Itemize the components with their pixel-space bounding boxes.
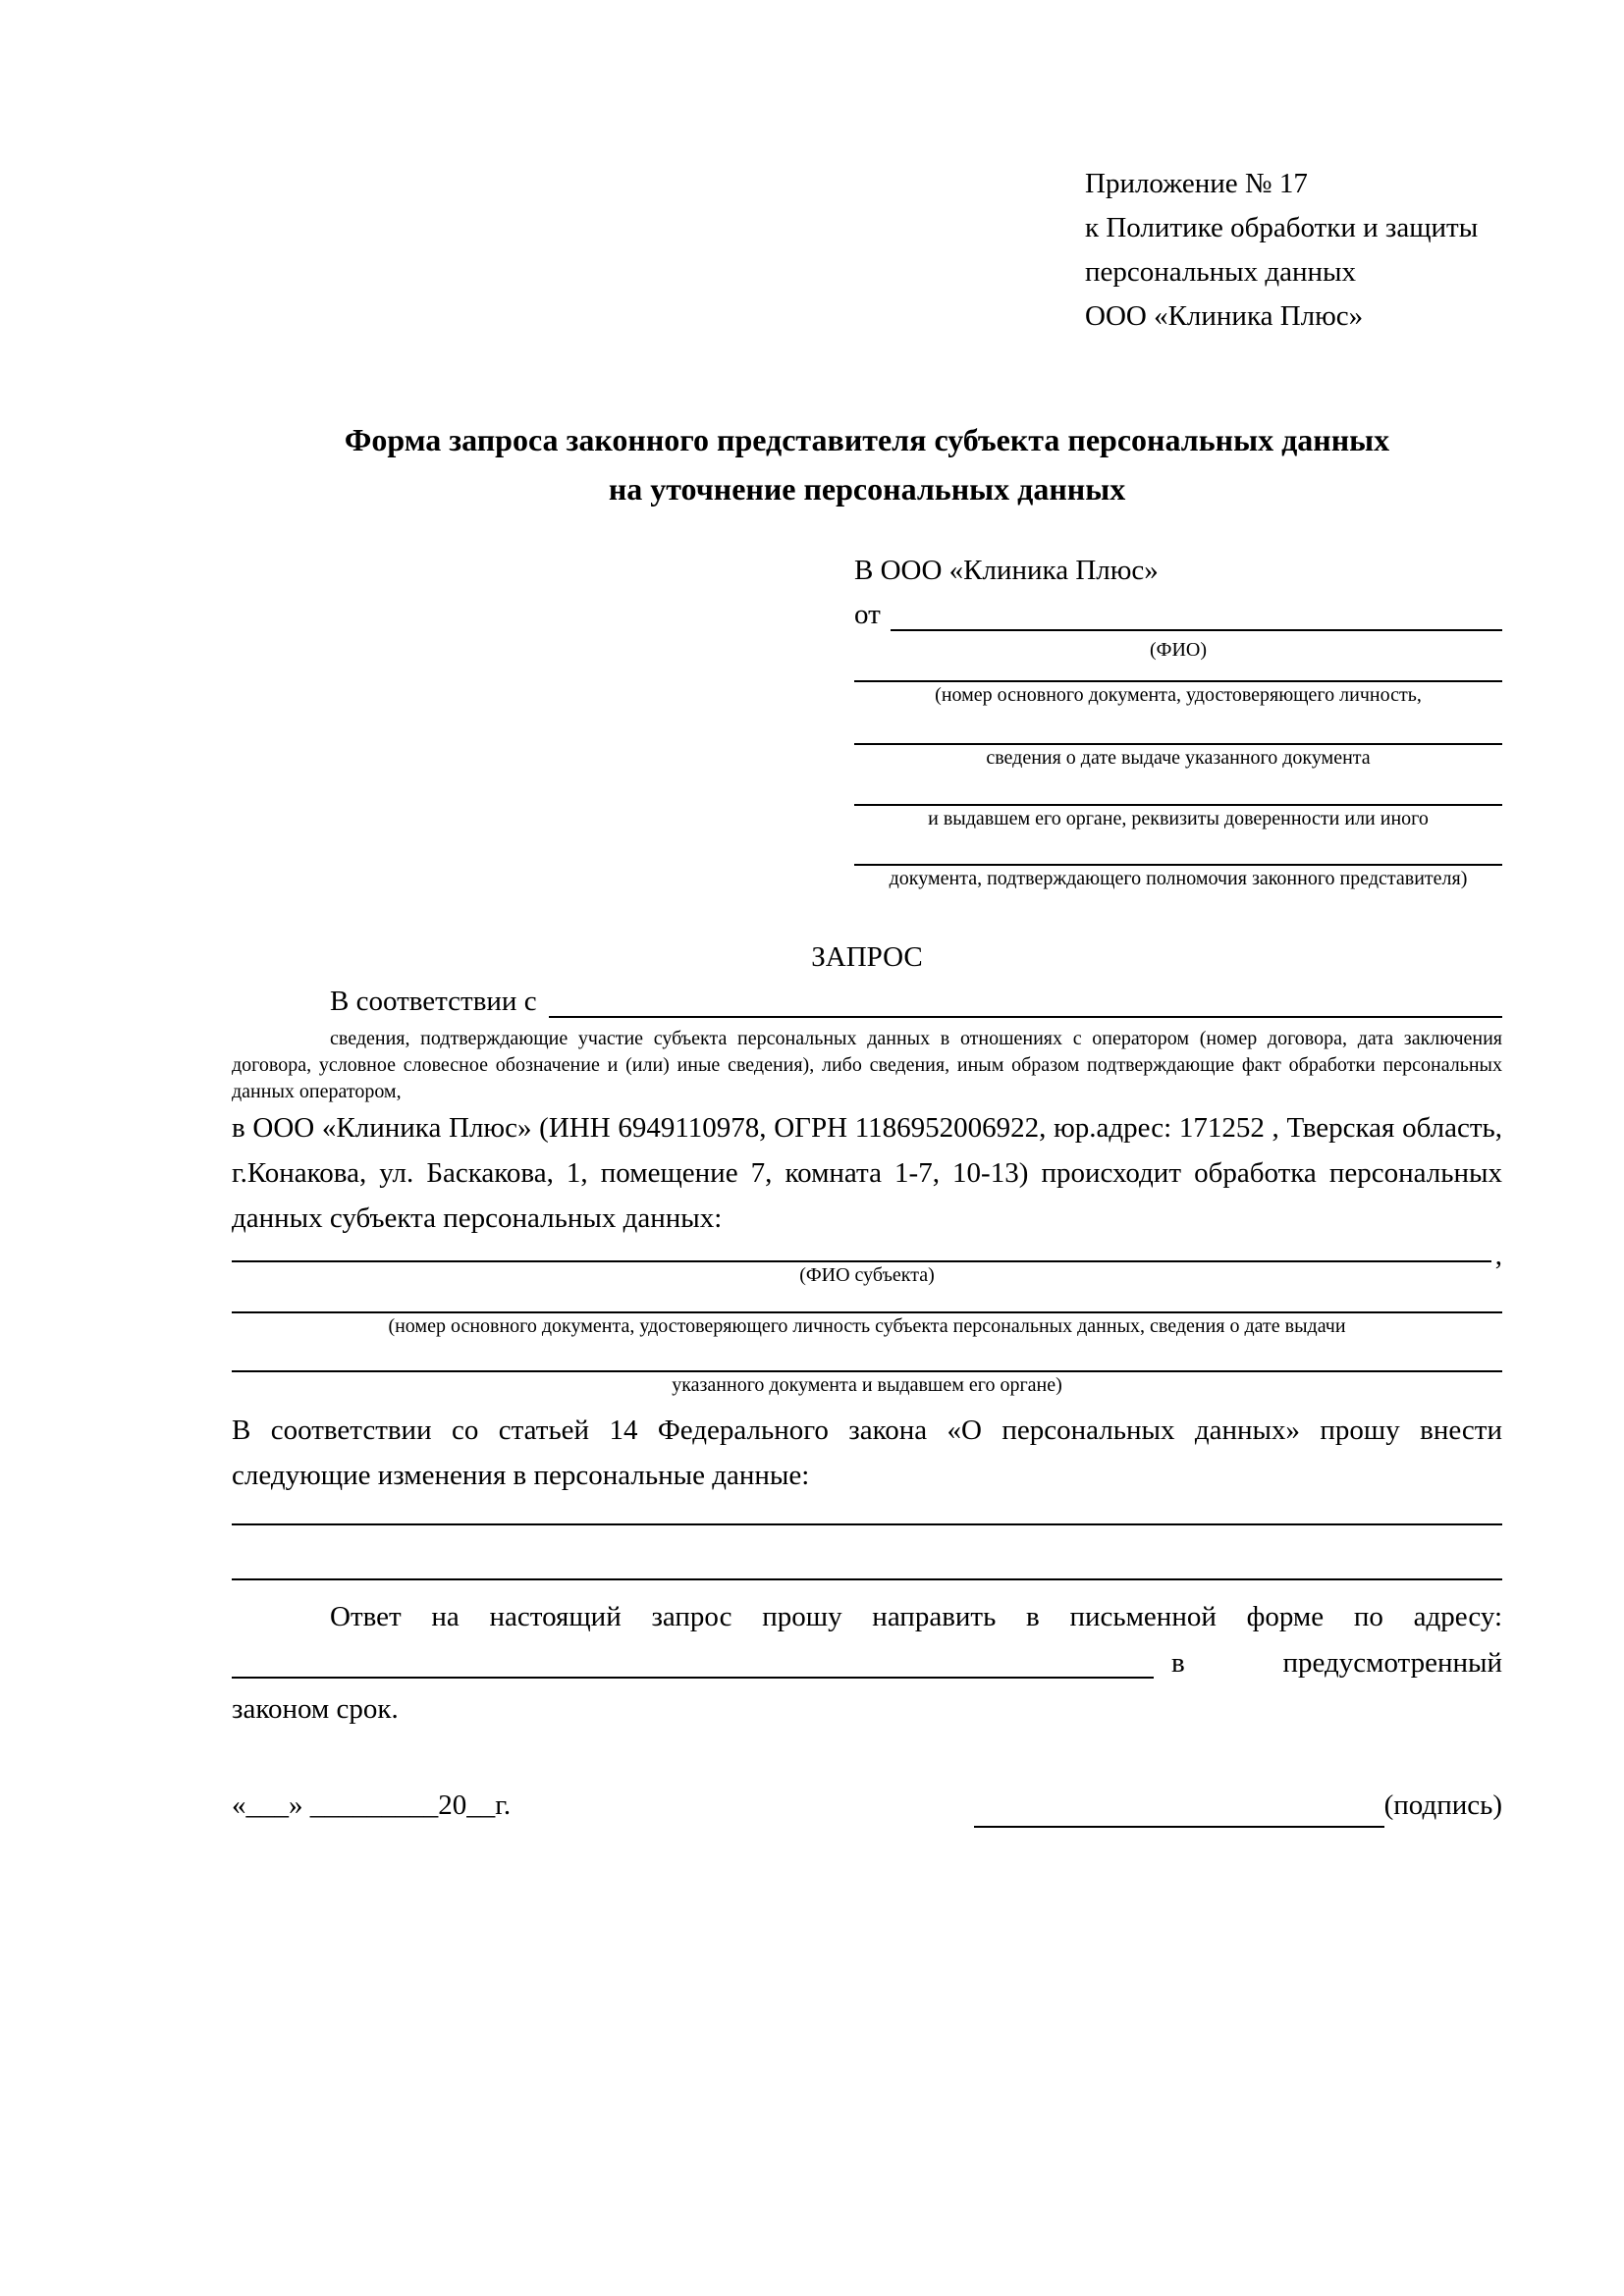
operator-paragraph: в ООО «Клиника Плюс» (ИНН 6949110978, ОГРН 1186952006922, юр.адрес: 171252 , Тверская область, г.Конакова, ул. Баскакова, 1, помещение 7, комната 1-7, 10-13) происходит обработка персональных данных субъекта персональных данных: — [232, 1112, 1502, 1234]
addressee-block — [854, 549, 1502, 891]
subject-doc-caption-1: (номер основного документа, удостоверяющего личность субъекта персональных данных, сведения о дате выдачи — [388, 1315, 1346, 1337]
doc-number-blank-line — [854, 663, 1502, 682]
accordance-label: В соответствии с — [330, 986, 537, 1017]
answer-row-tail — [1154, 1640, 1502, 1686]
answer-paragraph-line-3: законом срок. — [232, 1693, 399, 1725]
subject-fio-row — [232, 1240, 1502, 1271]
subject-doc-blank-line-1 — [232, 1288, 1502, 1313]
answer-word-v: в — [1171, 1647, 1185, 1679]
subject-doc-caption-2: указанного документа и выдавшем его органе) — [672, 1374, 1062, 1396]
form-title — [232, 415, 1502, 513]
issue-date-caption: сведения о дате выдаче указанного документа — [986, 747, 1371, 769]
answer-word-predusmotrennyy: предусмотренный — [1282, 1647, 1502, 1679]
form-title-line-2: на уточнение персональных данных — [608, 471, 1126, 507]
issuing-authority-caption: и выдавшем его органе, реквизиты доверенности или иного — [928, 808, 1429, 829]
fio-caption: (ФИО) — [1149, 639, 1207, 661]
accordance-row — [232, 980, 1502, 1024]
appendix-line-1: Приложение № 17 — [1085, 168, 1308, 199]
answer-address-blank-line — [232, 1640, 1154, 1679]
subject-fio-caption: (ФИО субъекта) — [799, 1264, 935, 1286]
from-field-row — [854, 593, 1502, 637]
from-label: от — [854, 599, 881, 630]
date-signature-row — [232, 1784, 1502, 1828]
power-of-attorney-caption: документа, подтверждающего полномочия законного представителя) — [889, 868, 1468, 889]
subject-fio-blank-line — [232, 1241, 1491, 1262]
answer-paragraph-line-1: Ответ на настоящий запрос прошу направить в письменной форме по адресу: — [330, 1601, 1502, 1632]
request-heading: ЗАПРОС — [811, 941, 923, 973]
appendix-line-3: персональных данных — [1085, 256, 1357, 288]
changes-blank-line-1 — [232, 1498, 1502, 1525]
power-of-attorney-blank-line — [854, 831, 1502, 866]
answer-address-row — [232, 1640, 1502, 1686]
issue-date-blank-line — [854, 708, 1502, 745]
doc-number-caption: (номер основного документа, удостоверяющего личность, — [935, 684, 1422, 706]
form-title-line-1: Форма запроса законного представителя субъекта персональных данных — [344, 422, 1390, 457]
appendix-header — [1085, 162, 1502, 339]
date-line: «___» _________20__г. — [232, 1789, 512, 1821]
appendix-line-4: ООО «Клиника Плюс» — [1085, 300, 1364, 332]
addressee-to: В ООО «Клиника Плюс» — [854, 555, 1159, 586]
trailing-comma: , — [1494, 1240, 1502, 1271]
accordance-caption: сведения, подтверждающие участие субъекта персональных данных в отношениях с оператором (номер договора, дата заключения договора, условное словесное обозначение и (или) иные сведения), либо сведения, иным образом подтверждающие факт обработки персональных данных оператором, — [232, 1028, 1502, 1102]
subject-doc-blank-line-2 — [232, 1339, 1502, 1372]
appendix-line-2: к Политике обработки и защиты — [1085, 212, 1479, 243]
law-paragraph: В соответствии со статьей 14 Федерального закона «О персональных данных» прошу внести следующие изменения в персональные данные: — [232, 1415, 1502, 1491]
issuing-authority-blank-line — [854, 771, 1502, 806]
signature-caption: (подпись) — [1383, 1789, 1502, 1821]
from-blank-line — [891, 593, 1502, 631]
changes-blank-line-2 — [232, 1525, 1502, 1580]
signature-area — [974, 1784, 1502, 1828]
signature-blank-line — [974, 1794, 1384, 1828]
accordance-blank-line — [549, 980, 1502, 1018]
